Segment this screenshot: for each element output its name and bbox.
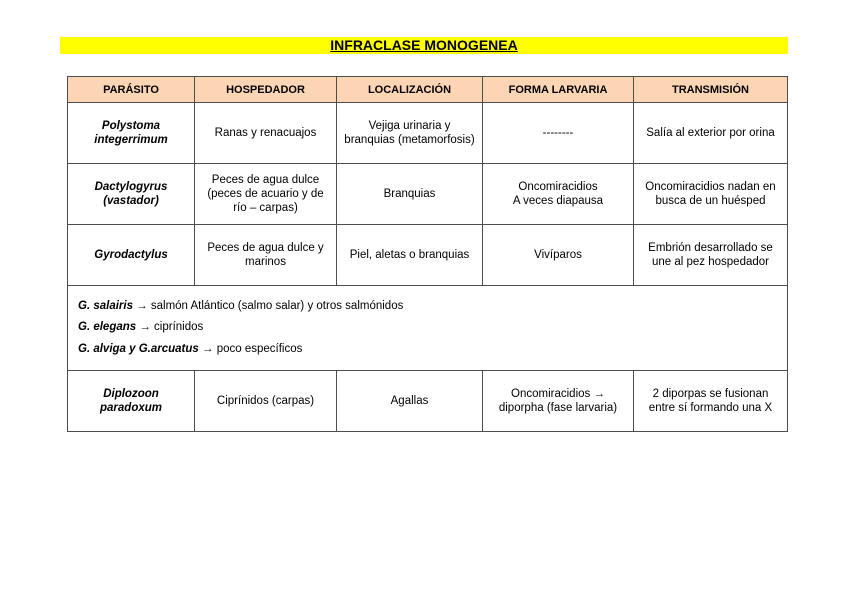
species-note xyxy=(78,317,777,339)
table-header-row xyxy=(68,77,788,103)
location-cell: Vejiga urinaria y branquias (metamorfosis) xyxy=(337,103,483,164)
title-bar xyxy=(60,37,788,54)
species-note xyxy=(78,296,777,318)
location-cell: Piel, aletas o branquias xyxy=(337,225,483,286)
header-host: HOSPEDADOR xyxy=(195,77,337,103)
table-row xyxy=(68,371,788,432)
location-cell: Agallas xyxy=(337,371,483,432)
larval-form-line: A veces diapausa xyxy=(512,195,604,207)
species-notes-cell xyxy=(68,286,788,371)
table-row xyxy=(68,225,788,286)
note-species: G. elegans xyxy=(78,321,137,334)
parasite-name-line: Diplozoon xyxy=(103,388,159,400)
host-cell: Ciprínidos (carpas) xyxy=(195,371,337,432)
host-cell: Peces de agua dulce (peces de acuario y de río – carpas) xyxy=(195,164,337,225)
host-cell: Ranas y renacuajos xyxy=(195,103,337,164)
table-row xyxy=(68,164,788,225)
header-location: LOCALIZACIÓN xyxy=(337,77,483,103)
host-cell: Peces de agua dulce y marinos xyxy=(195,225,337,286)
transmission-cell: Salía al exterior por orina xyxy=(634,103,788,164)
transmission-cell: 2 diporpas se fusionan entre sí formando una X xyxy=(634,371,788,432)
page-title: INFRACLASE MONOGENEA xyxy=(330,37,518,53)
location-cell: Branquias xyxy=(337,164,483,225)
parasite-name-line: Gyrodactylus xyxy=(94,249,168,261)
table-row xyxy=(68,103,788,164)
larval-form-cell xyxy=(483,103,634,164)
header-larval-form: FORMA LARVARIA xyxy=(483,77,634,103)
larval-form-cell xyxy=(483,225,634,286)
header-transmission: TRANSMISIÓN xyxy=(634,77,788,103)
transmission-cell: Embrión desarrollado se une al pez hospedador xyxy=(634,225,788,286)
parasite-cell xyxy=(68,164,195,225)
species-note xyxy=(78,339,777,361)
parasite-cell xyxy=(68,371,195,432)
larval-form-cell: Oncomiracidios → diporpha (fase larvaria) xyxy=(483,371,634,432)
note-species: G. alviga y G.arcuatus xyxy=(78,342,199,355)
parasite-name-line: Polystoma xyxy=(101,120,161,132)
parasite-cell xyxy=(68,103,195,164)
parasite-name-line: integerrimum xyxy=(94,134,168,146)
header-parasite: PARÁSITO xyxy=(68,77,195,103)
parasite-name-line: paradoxum xyxy=(100,402,162,414)
parasite-name-line: (vastador) xyxy=(103,195,159,207)
notes-row xyxy=(68,286,788,371)
transmission-cell: Oncomiracidios nadan en busca de un huésped xyxy=(634,164,788,225)
larval-form-line: Oncomiracidios xyxy=(518,181,598,193)
monogenea-table xyxy=(67,76,788,432)
larval-form-line: Vivíparos xyxy=(534,249,582,261)
note-text: → poco específicos xyxy=(198,342,303,355)
note-species: G. salairis xyxy=(78,299,133,312)
larval-form-line: -------- xyxy=(542,127,574,139)
parasite-name-line: Dactylogyrus xyxy=(94,181,168,193)
larval-form-cell xyxy=(483,164,634,225)
note-text: → salmón Atlántico (salmo salar) y otros salmónidos xyxy=(132,299,404,312)
note-text: → ciprínidos xyxy=(136,321,204,334)
parasite-cell xyxy=(68,225,195,286)
